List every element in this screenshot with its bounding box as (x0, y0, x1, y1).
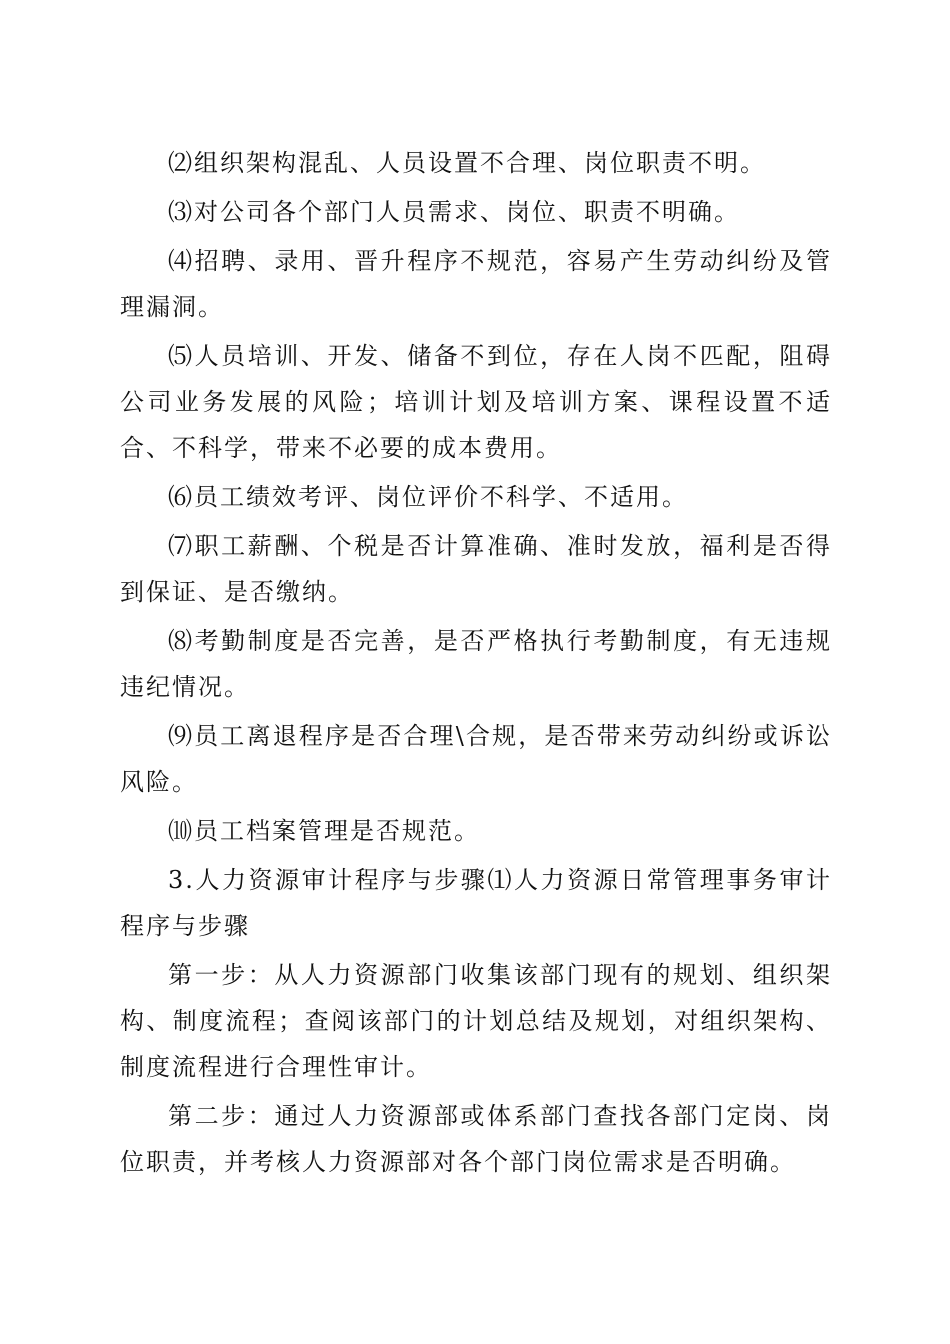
paragraph-department-needs: ⑶对公司各个部门人员需求、岗位、职责不明确。 (168, 198, 740, 226)
paragraph-performance: ⑹员工绩效考评、岗位评价不科学、不适用。 (168, 483, 688, 511)
paragraph-step-one: 第一步：从人力资源部门收集该部门现有的规划、组织架构、制度流程；查阅该部门的计划总结及规划，对组织架构、制度流程进行合理性审计。 (120, 961, 832, 1081)
paragraph-training: ⑸人员培训、开发、储备不到位，存在人岗不匹配，阻碍公司业务发展的风险；培训计划及培训方案、课程设置不适合、不科学，带来不必要的成本费用。 (120, 342, 832, 462)
document-body (120, 140, 832, 1188)
paragraph-org-structure: ⑵组织架构混乱、人员设置不合理、岗位职责不明。 (168, 149, 766, 177)
paragraph-resignation: ⑼员工离退程序是否合理\合规，是否带来劳动纠纷或诉讼风险。 (120, 722, 832, 796)
paragraph-records: ⑽员工档案管理是否规范。 (168, 817, 480, 845)
paragraph-audit-procedure-heading: 3.人力资源审计程序与步骤⑴人力资源日常管理事务审计程序与步骤 (120, 866, 832, 940)
paragraph-compensation: ⑺职工薪酬、个税是否计算准确、准时发放，福利是否得到保证、是否缴纳。 (120, 532, 832, 606)
paragraph-step-two: 第二步：通过人力资源部或体系部门查找各部门定岗、岗位职责，并考核人力资源部对各个部门岗位需求是否明确。 (120, 1102, 832, 1176)
paragraph-attendance: ⑻考勤制度是否完善，是否严格执行考勤制度，有无违规违纪情况。 (120, 627, 832, 701)
paragraph-recruitment: ⑷招聘、录用、晋升程序不规范，容易产生劳动纠纷及管理漏洞。 (120, 247, 832, 321)
